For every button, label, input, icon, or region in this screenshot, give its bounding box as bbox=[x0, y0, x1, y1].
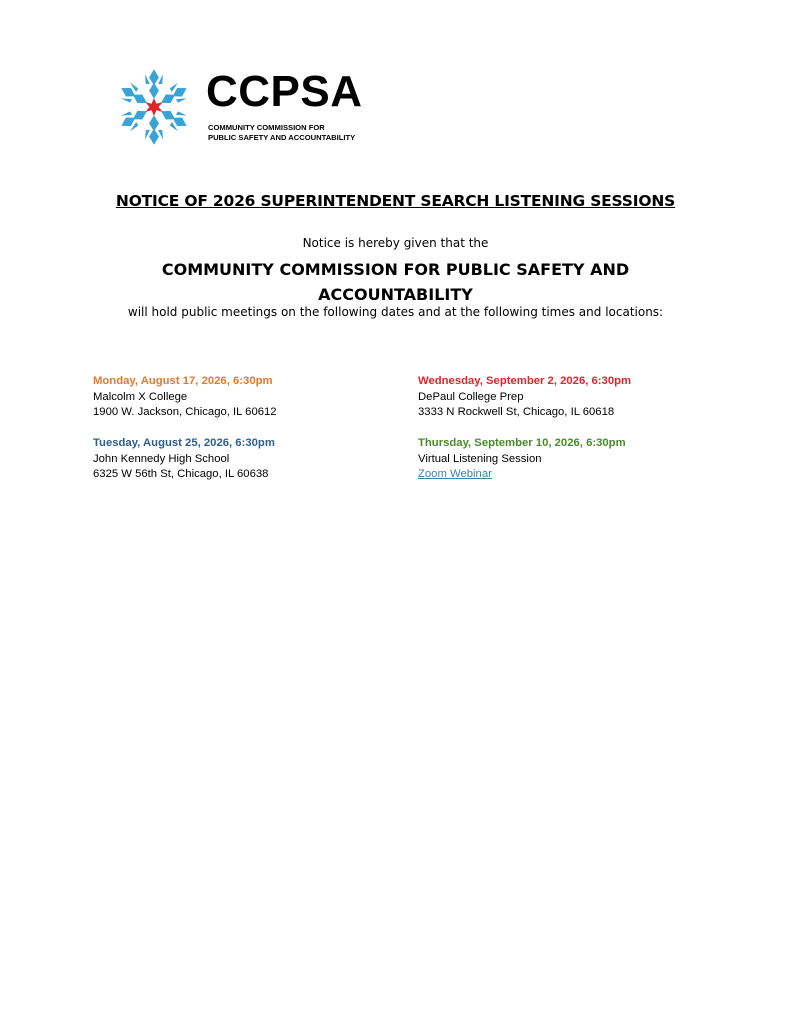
commission-name: COMMUNITY COMMISSION FOR PUBLIC SAFETY AND ACCOUNTABILITY bbox=[161, 260, 630, 304]
notice-intro: Notice is hereby given that the bbox=[302, 236, 489, 250]
zoom-webinar-link[interactable]: Zoom Webinar bbox=[418, 468, 492, 480]
logo-wordmark: CCPSA bbox=[206, 67, 363, 116]
chicago-star-logo-icon bbox=[113, 66, 195, 148]
session-date: Tuesday, August 25, 2026, 6:30pm bbox=[93, 437, 275, 449]
session-tuesday bbox=[93, 436, 275, 483]
session-venue: John Kennedy High School bbox=[93, 452, 230, 465]
session-date: Wednesday, September 2, 2026, 6:30pm bbox=[418, 375, 632, 387]
notice-title: NOTICE OF 2026 SUPERINTENDENT SEARCH LISTENING SESSIONS bbox=[115, 192, 676, 210]
session-venue: DePaul College Prep bbox=[418, 390, 524, 403]
ccpsa-logo bbox=[113, 66, 363, 150]
session-venue: Malcolm X College bbox=[93, 390, 188, 403]
logo-subtitle: COMMUNITY COMMISSION FOR PUBLIC SAFETY AND ACCOUNTABILITY bbox=[208, 123, 356, 142]
session-address: 1900 W. Jackson, Chicago, IL 60612 bbox=[93, 406, 277, 418]
session-address: 3333 N Rockwell St, Chicago, IL 60618 bbox=[418, 406, 615, 418]
session-monday bbox=[93, 374, 277, 421]
session-date: Monday, August 17, 2026, 6:30pm bbox=[93, 375, 273, 387]
session-thursday bbox=[418, 436, 626, 483]
meetings-statement: will hold public meetings on the following dates and at the following times and locations: bbox=[127, 305, 664, 319]
session-wednesday bbox=[418, 374, 631, 421]
session-address: 6325 W 56th St, Chicago, IL 60638 bbox=[93, 468, 269, 480]
session-date: Thursday, September 10, 2026, 6:30pm bbox=[418, 437, 626, 449]
session-venue: Virtual Listening Session bbox=[418, 452, 542, 465]
